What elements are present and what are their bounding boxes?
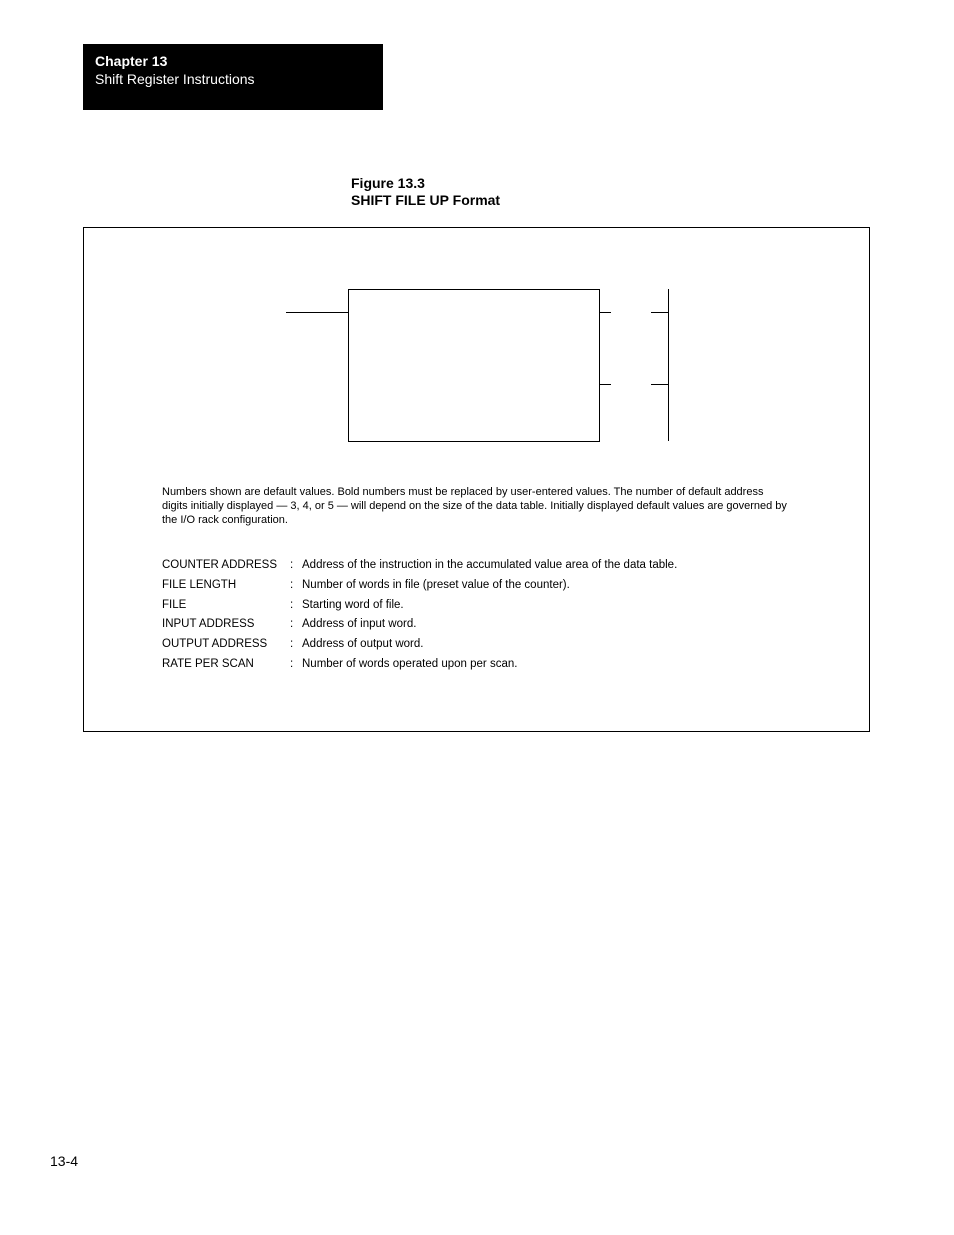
figure-title: SHIFT FILE UP Format xyxy=(351,192,501,208)
definition-term: COUNTER ADDRESS xyxy=(162,559,278,571)
definition-row xyxy=(162,578,782,598)
definition-separator: : xyxy=(290,559,294,571)
page-number: 13-4 xyxy=(50,1153,79,1169)
definition-row xyxy=(162,637,782,657)
definition-row xyxy=(162,598,782,618)
figure-frame xyxy=(83,227,870,732)
figure-number: Figure 13.3 xyxy=(351,175,425,191)
definition-term: INPUT ADDRESS xyxy=(162,618,255,631)
definition-separator: : xyxy=(290,638,294,651)
definition-description: Address of input word. xyxy=(302,618,417,631)
definition-separator: : xyxy=(290,578,294,591)
definition-row xyxy=(162,617,782,637)
definition-separator: : xyxy=(290,598,294,611)
definition-separator: : xyxy=(290,657,294,670)
default-values-note: Numbers shown are default values. Bold numbers must be replaced by user-entered values. The number of default address digits initially displayed — 3, 4, or 5 — will depend on the size of the data table. Initially displayed default values are governed by the I/O rack configuration. xyxy=(162,486,787,526)
definition-description: Starting word of file. xyxy=(302,598,404,611)
definition-term: FILE LENGTH xyxy=(162,578,237,591)
definition-term: OUTPUT ADDRESS xyxy=(162,638,268,651)
definition-row xyxy=(162,558,782,578)
chapter-number: Chapter 13 xyxy=(95,53,168,69)
chapter-title: Shift Register Instructions xyxy=(95,71,255,87)
definition-separator: : xyxy=(290,618,294,631)
definition-description: Number of words in file (preset value of the counter). xyxy=(302,578,570,591)
definition-description: Number of words operated upon per scan. xyxy=(302,657,518,670)
instruction-block xyxy=(349,290,600,442)
definition-description: Address of the instruction in the accumulated value area of the data table. xyxy=(302,559,678,571)
ladder-diagram xyxy=(84,228,871,488)
definition-description: Address of output word. xyxy=(302,638,424,651)
definitions-list xyxy=(162,558,782,677)
definition-row xyxy=(162,657,782,677)
definition-term: FILE xyxy=(162,598,187,611)
definition-term: RATE PER SCAN xyxy=(162,657,254,670)
chapter-header xyxy=(83,44,383,110)
figure-caption xyxy=(351,175,500,209)
